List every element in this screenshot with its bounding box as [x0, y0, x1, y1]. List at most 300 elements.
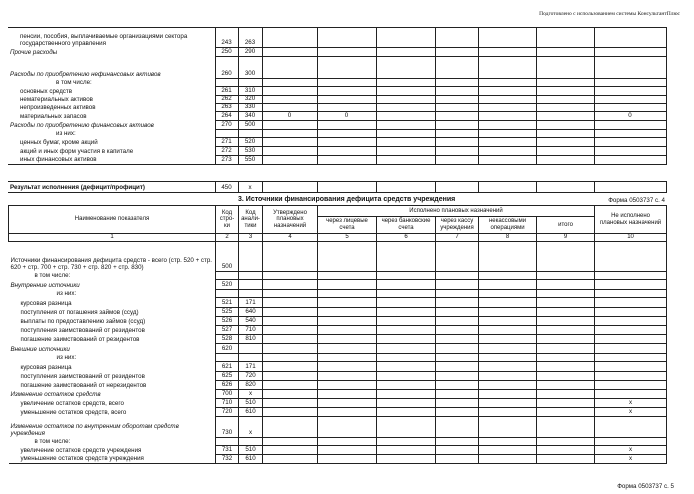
row-analytics-code	[238, 79, 262, 87]
row-value	[318, 298, 377, 308]
row-value	[478, 147, 536, 156]
table-row	[9, 272, 667, 280]
col-num: 9	[537, 234, 595, 242]
row-analytics-code: 710	[239, 326, 263, 335]
row-line-code: 625	[216, 372, 239, 381]
row-value	[263, 317, 318, 326]
row-value	[317, 147, 376, 156]
row-label: из них:	[9, 290, 216, 298]
table-row	[9, 381, 667, 390]
row-line-code: 500	[216, 242, 239, 272]
row-value	[436, 298, 479, 308]
row-label: в том числе:	[9, 438, 216, 446]
row-value	[317, 156, 376, 165]
row-value	[318, 308, 377, 317]
row-value	[478, 96, 536, 104]
row-value	[376, 138, 435, 147]
row-value	[537, 390, 595, 399]
row-value	[262, 104, 317, 112]
row-value	[435, 138, 478, 147]
financing-sources-table	[8, 205, 667, 464]
row-value	[263, 455, 318, 464]
row-value	[262, 156, 317, 165]
row-value	[594, 48, 666, 57]
row-value	[376, 48, 435, 57]
row-analytics-code: 530	[238, 147, 262, 156]
row-value	[537, 446, 595, 455]
row-value	[435, 87, 478, 96]
row-not-executed	[595, 390, 667, 399]
row-value	[376, 112, 435, 121]
row-value	[377, 290, 436, 298]
row-value	[377, 455, 436, 464]
row-value	[436, 362, 479, 372]
row-value	[479, 272, 537, 280]
row-analytics-code: x	[239, 417, 263, 438]
result-value	[435, 182, 478, 193]
row-value	[262, 28, 317, 48]
row-value	[317, 138, 376, 147]
row-analytics-code: 510	[239, 399, 263, 408]
row-value	[377, 344, 436, 354]
row-label: курсовая разница	[9, 298, 216, 308]
row-label: погашение заимствований от резидентов	[9, 335, 216, 344]
row-value	[479, 362, 537, 372]
row-line-code: 264	[215, 112, 238, 121]
row-value	[376, 156, 435, 165]
row-label: акций и иных форм участия в капитале	[8, 147, 215, 156]
row-line-code	[216, 290, 239, 298]
row-value	[318, 335, 377, 344]
row-value	[594, 121, 666, 130]
row-value	[376, 104, 435, 112]
row-label: курсовая разница	[9, 362, 216, 372]
col-num: 5	[318, 234, 377, 242]
row-label: выплаты по предоставлению займов (ссуд)	[9, 317, 216, 326]
row-value	[377, 354, 436, 362]
row-value	[478, 121, 536, 130]
row-value	[318, 290, 377, 298]
result-value	[594, 182, 666, 193]
row-value	[536, 112, 594, 121]
row-label: погашение заимствований от нерезидентов	[9, 381, 216, 390]
row-value	[318, 344, 377, 354]
table-row	[9, 280, 667, 290]
row-value	[376, 57, 435, 79]
row-label: нематериальных активов	[8, 96, 215, 104]
row-line-code: 243	[215, 28, 238, 48]
row-value	[478, 104, 536, 112]
row-value	[263, 372, 318, 381]
row-value	[435, 96, 478, 104]
header-noncash: некассовыми операциями	[479, 217, 537, 234]
row-value	[263, 381, 318, 390]
row-value	[479, 390, 537, 399]
row-value	[594, 79, 666, 87]
row-value	[263, 417, 318, 438]
row-not-executed	[595, 290, 667, 298]
row-value	[536, 57, 594, 79]
row-value	[318, 280, 377, 290]
row-value	[479, 372, 537, 381]
row-value	[436, 438, 479, 446]
row-value	[263, 298, 318, 308]
row-value	[435, 104, 478, 112]
row-not-executed: x	[595, 455, 667, 464]
row-value	[479, 290, 537, 298]
header-personal-accounts: через лицевые счета	[318, 217, 377, 234]
row-label: увеличение остатков средств учреждения	[9, 446, 216, 455]
header-executed: Исполнено плановых назначений	[318, 206, 595, 217]
row-line-code: 270	[215, 121, 238, 130]
row-label: в том числе:	[9, 272, 216, 280]
row-value	[263, 326, 318, 335]
header-note: Подготовлено с использованием системы КонсультантПлюс	[539, 11, 680, 17]
row-label: непроизведенных активов	[8, 104, 215, 112]
row-value	[436, 308, 479, 317]
table-row	[9, 242, 667, 272]
header-analytics-code: Код анали-тики	[239, 206, 263, 234]
row-value	[537, 381, 595, 390]
row-value	[536, 48, 594, 57]
result-value	[536, 182, 594, 193]
row-value	[262, 87, 317, 96]
header-approved: Утверждено плановых назначений	[263, 206, 318, 234]
row-line-code: 720	[216, 408, 239, 417]
row-value	[318, 372, 377, 381]
row-line-code: 260	[215, 57, 238, 79]
row-value	[376, 147, 435, 156]
table-row	[9, 317, 667, 326]
row-value	[479, 455, 537, 464]
row-line-code: 250	[215, 48, 238, 57]
row-value	[594, 28, 666, 48]
col-num: 6	[377, 234, 436, 242]
row-value	[262, 96, 317, 104]
row-value	[536, 147, 594, 156]
row-value	[317, 57, 376, 79]
row-value	[478, 87, 536, 96]
row-value	[479, 317, 537, 326]
row-value	[436, 326, 479, 335]
row-value	[318, 390, 377, 399]
row-line-code: 731	[216, 446, 239, 455]
row-analytics-code	[239, 280, 263, 290]
table-row	[8, 130, 666, 138]
row-line-code: 710	[216, 399, 239, 408]
row-line-code: 730	[216, 417, 239, 438]
row-value	[537, 280, 595, 290]
row-value	[377, 362, 436, 372]
row-value	[536, 138, 594, 147]
header-name: Наименование показателя	[9, 206, 216, 234]
table-row	[8, 96, 666, 104]
expenses-table	[8, 27, 667, 165]
header-line-code: Код стро-ки	[216, 206, 239, 234]
row-value	[263, 438, 318, 446]
row-value	[377, 308, 436, 317]
row-value	[537, 335, 595, 344]
row-value	[377, 446, 436, 455]
row-value	[594, 87, 666, 96]
row-label: Прочие расходы	[8, 48, 215, 57]
row-value	[537, 408, 595, 417]
row-value	[536, 96, 594, 104]
row-value	[594, 156, 666, 165]
row-label: Источники финансирования дефицита средств - всего (стр. 520 + стр. 620 + стр. 700 + стр. 730 + стр. 820 + стр. 830)	[9, 242, 216, 272]
col-num: 1	[9, 234, 216, 242]
row-value	[537, 326, 595, 335]
row-not-executed: x	[595, 446, 667, 455]
row-value	[435, 48, 478, 57]
form-note-page5: Форма 0503737 с. 5	[617, 483, 674, 490]
row-line-code: 521	[216, 298, 239, 308]
row-line-code	[216, 354, 239, 362]
row-value	[377, 381, 436, 390]
table-row	[9, 399, 667, 408]
row-value	[436, 344, 479, 354]
row-analytics-code	[239, 290, 263, 298]
row-value	[537, 438, 595, 446]
row-analytics-code	[239, 354, 263, 362]
row-value	[436, 381, 479, 390]
row-value	[537, 455, 595, 464]
row-value	[377, 438, 436, 446]
table-row	[8, 112, 666, 121]
header-bank-accounts: через банковские счета	[377, 217, 436, 234]
row-line-code: 273	[215, 156, 238, 165]
row-value	[435, 57, 478, 79]
row-label: Изменение остатков средств	[9, 390, 216, 399]
row-value	[262, 130, 317, 138]
row-analytics-code: 820	[239, 381, 263, 390]
row-line-code: 525	[216, 308, 239, 317]
row-label: Внутренние источники	[9, 280, 216, 290]
table-row	[9, 446, 667, 455]
row-analytics-code: 610	[239, 408, 263, 417]
row-value	[377, 417, 436, 438]
row-not-executed	[595, 372, 667, 381]
row-value	[436, 290, 479, 298]
row-value	[262, 57, 317, 79]
table-row	[9, 308, 667, 317]
row-value	[376, 96, 435, 104]
row-value	[537, 308, 595, 317]
table-row	[9, 290, 667, 298]
row-value	[377, 326, 436, 335]
row-value	[479, 408, 537, 417]
row-value	[318, 362, 377, 372]
row-value	[478, 28, 536, 48]
header-cash-desk: через кассу учреждения	[436, 217, 479, 234]
row-value	[262, 138, 317, 147]
row-label: Изменение остатков по внутренним оборотам средств учреждения	[9, 417, 216, 438]
row-value	[435, 79, 478, 87]
row-value	[262, 121, 317, 130]
row-line-code	[216, 272, 239, 280]
row-value	[263, 344, 318, 354]
row-line-code: 271	[215, 138, 238, 147]
row-value	[479, 399, 537, 408]
table-row	[8, 138, 666, 147]
row-not-executed: x	[595, 399, 667, 408]
row-not-executed	[595, 242, 667, 272]
row-value	[263, 362, 318, 372]
table-row	[8, 147, 666, 156]
row-value	[263, 399, 318, 408]
row-value	[318, 381, 377, 390]
row-value	[436, 446, 479, 455]
result-row	[8, 182, 666, 193]
row-value	[478, 79, 536, 87]
row-analytics-code: 640	[239, 308, 263, 317]
row-label: пенсии, пособия, выплачиваемые организациями сектора государственного управления	[8, 28, 215, 48]
row-value	[376, 28, 435, 48]
row-analytics-code	[238, 130, 262, 138]
table-row	[8, 48, 666, 57]
row-value	[479, 326, 537, 335]
row-value	[537, 290, 595, 298]
row-value	[479, 344, 537, 354]
row-analytics-code: 550	[238, 156, 262, 165]
row-analytics-code: 520	[238, 138, 262, 147]
row-value	[536, 156, 594, 165]
row-value	[263, 390, 318, 399]
row-value: 0	[594, 112, 666, 121]
row-value	[263, 290, 318, 298]
row-value	[594, 57, 666, 79]
row-value	[263, 280, 318, 290]
row-value	[436, 272, 479, 280]
row-line-code	[215, 79, 238, 87]
row-value: 0	[262, 112, 317, 121]
row-line-code: 272	[215, 147, 238, 156]
row-value	[317, 28, 376, 48]
row-value	[262, 48, 317, 57]
row-analytics-code	[239, 242, 263, 272]
row-value	[317, 104, 376, 112]
row-not-executed	[595, 438, 667, 446]
row-value	[479, 242, 537, 272]
row-value	[536, 87, 594, 96]
row-analytics-code: 330	[238, 104, 262, 112]
row-value	[537, 298, 595, 308]
row-value	[318, 317, 377, 326]
row-value	[479, 280, 537, 290]
table-row	[8, 28, 666, 48]
row-value	[318, 455, 377, 464]
table-row	[8, 121, 666, 130]
row-value	[594, 96, 666, 104]
row-value	[479, 446, 537, 455]
row-analytics-code	[239, 344, 263, 354]
row-value	[263, 242, 318, 272]
row-value	[537, 317, 595, 326]
result-label: Результат исполнения (дефицит/профицит)	[8, 182, 215, 193]
row-value	[376, 130, 435, 138]
row-value: 0	[317, 112, 376, 121]
result-value	[478, 182, 536, 193]
row-value	[436, 354, 479, 362]
row-value	[318, 417, 377, 438]
row-value	[478, 130, 536, 138]
row-value	[377, 242, 436, 272]
row-value	[318, 399, 377, 408]
row-label: уменьшение остатков средств, всего	[9, 408, 216, 417]
col-num: 2	[216, 234, 239, 242]
row-value	[436, 455, 479, 464]
row-value	[479, 298, 537, 308]
row-analytics-code	[239, 438, 263, 446]
row-not-executed	[595, 317, 667, 326]
row-analytics-code: 300	[238, 57, 262, 79]
row-line-code: 520	[216, 280, 239, 290]
row-label: поступления заимствований от резидентов	[9, 372, 216, 381]
row-line-code	[216, 438, 239, 446]
col-num: 4	[263, 234, 318, 242]
row-value	[479, 417, 537, 438]
row-value	[376, 79, 435, 87]
row-value	[436, 242, 479, 272]
row-not-executed	[595, 298, 667, 308]
row-not-executed	[595, 272, 667, 280]
table-row	[9, 438, 667, 446]
row-value	[317, 87, 376, 96]
row-analytics-code: 510	[239, 446, 263, 455]
row-value	[536, 104, 594, 112]
row-value	[377, 317, 436, 326]
row-value	[377, 298, 436, 308]
row-value	[318, 408, 377, 417]
row-not-executed	[595, 354, 667, 362]
row-value	[376, 121, 435, 130]
header-total: итого	[537, 217, 595, 234]
row-value	[537, 399, 595, 408]
row-not-executed	[595, 326, 667, 335]
row-value	[318, 326, 377, 335]
row-value	[262, 147, 317, 156]
row-line-code: 262	[215, 96, 238, 104]
row-value	[537, 417, 595, 438]
row-value	[436, 408, 479, 417]
row-value	[263, 272, 318, 280]
row-line-code: 526	[216, 317, 239, 326]
row-analytics-code: 810	[239, 335, 263, 344]
row-label: материальных запасов	[8, 112, 215, 121]
row-value	[479, 381, 537, 390]
row-analytics-code: 310	[238, 87, 262, 96]
row-value	[594, 138, 666, 147]
row-line-code: 528	[216, 335, 239, 344]
row-line-code	[215, 130, 238, 138]
row-value	[318, 242, 377, 272]
row-value	[479, 308, 537, 317]
row-label: увеличение остатков средств, всего	[9, 399, 216, 408]
section-title: 3. Источники финансирования дефицита средств учреждения	[238, 196, 456, 203]
row-value	[317, 96, 376, 104]
row-value	[537, 242, 595, 272]
table-row	[9, 354, 667, 362]
row-not-executed	[595, 362, 667, 372]
result-table	[8, 181, 667, 193]
row-not-executed	[595, 308, 667, 317]
table-row	[9, 335, 667, 344]
row-value	[318, 438, 377, 446]
row-value	[537, 344, 595, 354]
row-value	[537, 272, 595, 280]
row-analytics-code: 720	[239, 372, 263, 381]
row-value	[317, 48, 376, 57]
